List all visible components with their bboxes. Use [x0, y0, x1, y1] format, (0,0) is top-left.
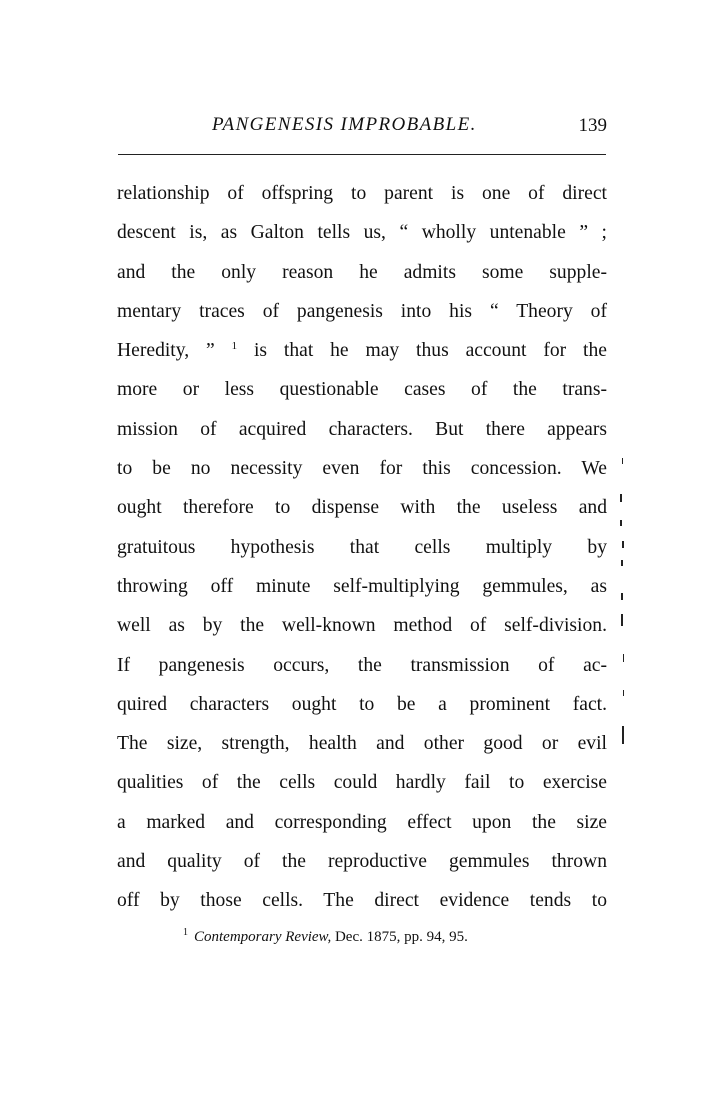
running-head — [117, 114, 607, 144]
footnote-marker: 1 — [183, 927, 188, 938]
text-line: relationship of offspring to parent is one of direct — [117, 183, 607, 204]
body-text — [117, 174, 607, 921]
footnote-reference: 1 — [231, 340, 238, 353]
text-line: qualities of the cells could hardly fail to exercise — [117, 772, 607, 794]
text-line: descent is, as Galton tells us, “ wholly untenable ” ; — [117, 222, 607, 244]
text-line: mission of acquired characters. But there appears — [117, 418, 607, 440]
footnote-citation: Dec. 1875, pp. 94, 95. — [334, 929, 468, 945]
scan-artifact — [621, 614, 623, 626]
text-line: and the only reason he admits some supple- — [117, 261, 607, 283]
scan-artifact — [623, 690, 624, 696]
footnote — [183, 927, 468, 946]
scan-artifact — [622, 541, 624, 548]
text-line: mentary traces of pangenesis into his “ Theory of — [117, 300, 607, 322]
text-line: off by those cells. The direct evidence tends to — [117, 890, 607, 912]
text-line: and quality of the reproductive gemmules thrown — [117, 851, 607, 873]
scan-artifact — [621, 560, 623, 566]
text-line: well as by the well-known method of self-division. — [117, 615, 607, 637]
text-line: to be no necessity even for this concession. We — [117, 458, 607, 480]
line-prefix: Heredity, ” — [117, 340, 215, 362]
scan-artifact — [620, 494, 622, 502]
text-line: ought therefore to dispense with the useless and — [117, 497, 607, 519]
text-line: throwing off minute self-multiplying gemmules, as — [117, 575, 607, 597]
page-number: 139 — [578, 115, 607, 136]
running-title: PANGENESIS IMPROBABLE. — [212, 114, 477, 135]
text-line: The size, strength, health and other good or evil — [117, 733, 607, 755]
scan-artifact — [622, 458, 623, 464]
footnote-source-title: Contemporary Review, — [194, 929, 332, 945]
scan-artifact — [623, 654, 624, 662]
scan-artifact — [622, 726, 624, 744]
line-rest: is that he may thus account for the — [253, 340, 607, 362]
header-rule — [118, 154, 606, 155]
text-line: a marked and corresponding effect upon the size — [117, 811, 607, 833]
scan-artifact — [620, 520, 622, 526]
text-line: gratuitous hypothesis that cells multiply by — [117, 536, 607, 558]
text-line — [117, 331, 607, 370]
text-line: quired characters ought to be a prominent fact. — [117, 693, 607, 715]
text-line: If pangenesis occurs, the transmission of ac- — [117, 654, 607, 676]
scan-artifact — [621, 593, 623, 600]
text-line: more or less questionable cases of the trans- — [117, 379, 607, 401]
